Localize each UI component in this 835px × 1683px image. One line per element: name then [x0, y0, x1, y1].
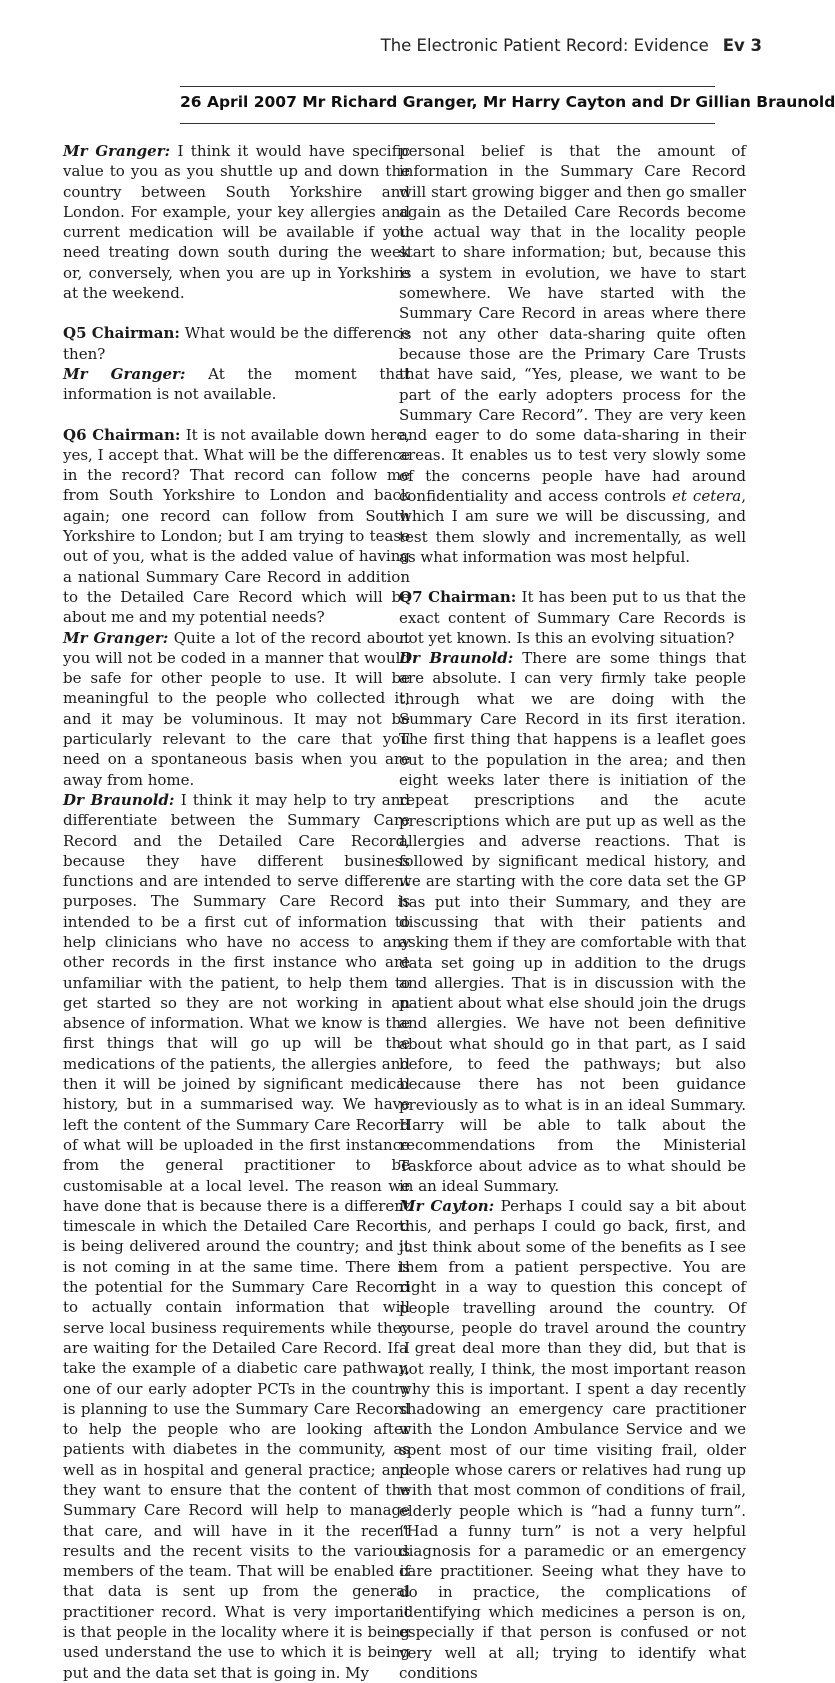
paragraph — [63, 364, 410, 405]
paragraph — [399, 141, 746, 567]
paragraph-text: personal belief is that the amount of information in the Summary Care Record will start growing bigger and then go smaller again as the Detailed Care Records become the actual way that in the locality people start to share information; but, because this is a system in evolution, we have to start somewhere. We have started with the Summary Care Record in areas where there is not any other data-sharing quite often because those are the Primary Care Trusts that have said, “Yes, please, we want to be part of the early adopters process for the Summary Care Record”. They are very keen and eager to do some data-sharing in their areas. It enables us to test very slowly some of the concerns people have had around confidentiality and access controls — [399, 142, 746, 506]
left-column — [63, 141, 411, 1682]
speaker: Mr Granger: — [63, 628, 169, 647]
paragraph-text: , which I am sure we will be discussing, and test them slowly and incrementally, as well as what information was most helpful. — [399, 487, 747, 566]
paragraph-text: There are some things that are absolute. I can very firmly take people through what we are doing with the Summary Care Record in its first iteration. The first thing that happens is a leaflet goes out to the population in the area; and then eight weeks later there is initiation of the repeat prescriptions and the acute prescriptions which are put up as well as the allergies and adverse reactions. That is followed by significant medical history, and we are starting with the core data set the GP has put into their Summary, and they are discussing that with their patients and asking them if they are comfortable with that data set going up in addition to the drugs and allergies. That is in discussion with the patient about what else should join the drugs and allergies. We have not been definitive about what should go in that part, as I said before, to feed the pathways; but also because there has not been guidance previously as to what is in an ideal Summary. Harry will be able to talk about the recommendations from the Ministerial Taskforce about advice as to what should be in an ideal Summary. — [399, 649, 746, 1195]
header-rule-top — [180, 86, 715, 87]
report-title: The Electronic Patient Record: Evidence — [380, 36, 709, 55]
header-rule-bottom — [180, 123, 715, 124]
paragraph — [63, 790, 410, 1683]
paragraph — [63, 425, 410, 628]
right-column — [399, 141, 747, 1682]
paragraph-text: What would be the difference then? — [63, 324, 410, 363]
paragraph-text: Quite a lot of the record about you will not be coded in a manner that would be safe for other people to use. It will be meaningful to the people who collected it, and it may be voluminous. It may not be particularly relevant to the care that you need on a spontaneous basis when you are away from home. — [63, 628, 411, 789]
speaker: Dr Braunold: — [399, 649, 514, 668]
page-number: Ev 3 — [722, 36, 762, 55]
paragraph-text: I think it may help to try and differentiate between the Summary Care Record and the Detailed Care Record, because they have different business functions and are intended to serve different purposes. The Summary Care Record is intended to be a first cut of information to help clinicians who have no access to any other records in the first instance who are unfamiliar with the patient, to help them to get started so they are not working in an absence of information. What we know is the first things that will go up will be the medications of the patients, the allergies and then it will be joined by significant medical history, but in a summarised way. We have left the content of the Summary Care Record of what will be uploaded in the first instance from the general practitioner to be customisable at a local level. The reason we have done that is because there is a different timescale in which the Detailed Care Record is being delivered around the country; and it is not coming in at the same time. There is the potential for the Summary Care Record to actually contain information that will serve local business requirements while they are waiting for the Detailed Care Record. If I take the example of a diabetic care pathway, one of our early adopter PCTs in the country is planning to use the Summary Care Record to help the people who are looking after patients with diabetes in the community, as well as in hospital and general practice; and they want to ensure that the content of the Summary Care Record will help to manage that care, and will have in it the recent results and the recent visits to the various members of the team. That will be enabled if that data is sent up from the general practitioner record. What is very important is that people in the locality where it is being used understand the use to which it is being put and the data set that is going in. My — [63, 790, 410, 1682]
paragraph — [399, 587, 746, 648]
question-label: Q5 Chairman: — [63, 324, 180, 343]
speaker: Mr Granger: — [63, 364, 186, 383]
session-line: 26 April 2007 Mr Richard Granger, Mr Harry Cayton and Dr Gillian Braunold — [180, 93, 835, 111]
paragraph — [399, 1196, 746, 1683]
paragraph-text: At the moment that information is not available. — [63, 364, 411, 404]
question-label: Q7 Chairman: — [399, 588, 517, 607]
speaker: Dr Braunold: — [63, 790, 175, 809]
italic-phrase: et cetera — [672, 487, 742, 506]
paragraph — [63, 628, 410, 790]
paragraph — [63, 141, 410, 303]
paragraph-text: I think it would have specific value to you as you shuttle up and down the country between South Yorkshire and London. For example, your key allergies and current medication will be available if you need treating down south during the week or, conversely, when you are up in Yorkshire at the weekend. — [63, 142, 410, 303]
running-header — [0, 36, 762, 55]
paragraph — [399, 648, 746, 1196]
paragraph-text: It has been put to us that the exact content of Summary Care Records is not yet known. Is this an evolving situation? — [399, 588, 746, 647]
question-label: Q6 Chairman: — [63, 425, 181, 444]
speaker: Mr Granger: — [63, 142, 171, 160]
paragraph-text: It is not available down here, yes, I accept that. What will be the difference in the record? That record can follow me from South Yorkshire to London and back again; one record can follow from South Yorkshire to London; but I am trying to tease out of you, what is the added value of having a national Summary Care Record in addition to the Detailed Care Record which will be about me and my potential needs? — [63, 425, 410, 627]
paragraph — [63, 323, 410, 364]
speaker: Mr Cayton: — [399, 1197, 495, 1216]
paragraph-text: Perhaps I could say a bit about this, and perhaps I could go back, first, and just think about some of the benefits as I see them from a patient perspective. You are right in a way to question this concept of people travelling around the country. Of course, people do travel around the country a great deal more than they did, but that is not really, I think, the most important reason why this is important. I spent a day recently shadowing an emergency care practitioner with the London Ambulance Service and we spent most of our time visiting frail, older people whose carers or relatives had rung up with that most common of conditions of frail, elderly people which is “had a funny turn”. “Had a funny turn” is not a very helpful diagnosis for a paramedic or an emergency care practitioner. Seeing what they have to do in practice, the complications of identifying which medicines a person is on, especially if that person is confused or not very well at all; trying to identify what conditions — [399, 1197, 746, 1682]
